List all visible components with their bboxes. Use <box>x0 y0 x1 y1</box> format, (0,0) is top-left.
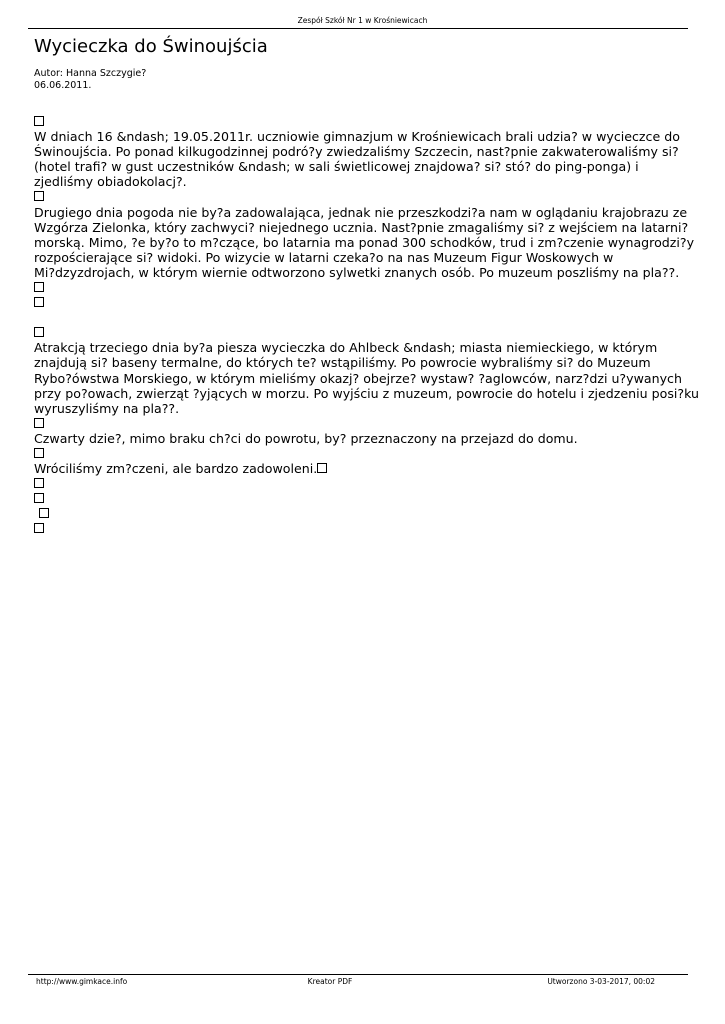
box-icon <box>34 116 44 126</box>
text-line: Drugiego dnia pogoda nie by?a zadowalająca, jednak nie przeszkodzi?a nam w oglądaniu krajobrazu ze <box>34 204 688 220</box>
spacer <box>34 310 684 325</box>
box-icon <box>34 327 44 337</box>
header-divider <box>28 28 688 29</box>
box-icon <box>34 191 44 201</box>
article-body <box>34 114 699 537</box>
text-line: Wróciliśmy zm?czeni, ale bardzo zadowoleni. <box>34 461 318 477</box>
author-line: Autor: Hanna Szczygie? <box>34 68 147 79</box>
date-line: 06.06.2011. <box>34 80 92 91</box>
paragraph-3 <box>34 340 699 416</box>
missing-glyph-box <box>34 295 684 310</box>
footer-generator: Kreator PDF <box>307 977 353 986</box>
paragraph-5 <box>34 461 684 476</box>
missing-glyph-box <box>34 416 684 431</box>
missing-glyph-box <box>34 521 684 536</box>
paragraph-2 <box>34 204 695 280</box>
footer-created-date: Utworzono 3-03-2017, 00:02 <box>547 977 655 986</box>
paragraph-4: Czwarty dzie?, mimo braku ch?ci do powrotu, by? przeznaczony na przejazd do domu. <box>34 430 578 446</box>
missing-glyph-box <box>34 114 684 129</box>
missing-glyph-box <box>34 280 684 295</box>
text-line: wyruszyliśmy na pla??. <box>34 400 180 416</box>
text-line: Wzgórza Zielonka, który zachwyci? niejednego ucznia. Nast?pnie zmagaliśmy si? z wejściem na latarni? <box>34 219 689 235</box>
text-line: przy po?owach, zwierząt ?yjących w morzu. Po wyjściu z muzeum, powrocie do hotelu i zjedzeniu posi?ku <box>34 385 699 401</box>
text-line: morską. Mimo, ?e by?o to m?czące, bo latarnia ma ponad 300 schodków, trud i zm?czenie wynagrodzi?y <box>34 234 695 250</box>
missing-glyph-box <box>34 446 684 461</box>
box-icon <box>34 418 44 428</box>
paragraph-1 <box>34 129 684 189</box>
missing-glyph-box <box>34 506 684 521</box>
box-icon <box>34 297 44 307</box>
box-icon <box>317 463 327 473</box>
text-line: Mi?dzyzdrojach, w którym wiernie odtworzono sylwetki znanych osób. Po muzeum poszliśmy na pla??. <box>34 264 680 280</box>
text-line: Świnoujścia. Po ponad kilkugodzinnej podró?y zwiedzaliśmy Szczecin, nast?pnie zakwaterowaliśmy si? <box>34 144 679 160</box>
text-line: (hotel trafi? w gust uczestników &ndash; w sali świetlicowej znajdowa? si? stó? do ping-ponga) i <box>34 159 639 175</box>
footer-divider <box>28 974 688 975</box>
missing-glyph-box <box>34 325 684 340</box>
document-title: Wycieczka do Świnoujścia <box>34 36 268 57</box>
page-header: Zespół Szkół Nr 1 w Krośniewicach <box>297 16 428 25</box>
box-icon <box>34 493 44 503</box>
missing-glyph-box <box>34 491 684 506</box>
box-icon <box>39 508 49 518</box>
box-icon <box>34 523 44 533</box>
box-icon <box>34 282 44 292</box>
box-icon <box>34 448 44 458</box>
missing-glyph-box <box>34 189 684 204</box>
text-line: Atrakcją trzeciego dnia by?a piesza wycieczka do Ahlbeck &ndash; miasta niemieckiego, w którym <box>34 340 658 356</box>
box-icon <box>34 478 44 488</box>
text-line: Rybo?ówstwa Morskiego, w którym mieliśmy okazj? obejrze? wystaw? ?aglowców, narz?dzi u?ywanych <box>34 370 682 386</box>
footer-website-link[interactable]: http://www.gimkace.info <box>36 977 128 986</box>
text-line: rozpościerające si? widoki. Po wizycie w latarni czeka?o na nas Muzeum Figur Woskowych w <box>34 249 614 265</box>
text-line: zjedliśmy obiadokolacj?. <box>34 174 187 190</box>
document-meta <box>34 68 146 92</box>
text-line: W dniach 16 &ndash; 19.05.2011r. uczniowie gimnazjum w Krośniewicach brali udzia? w wycieczce do <box>34 129 680 145</box>
missing-glyph-box <box>34 476 684 491</box>
text-line: znajdują si? baseny termalne, do których te? wstąpiliśmy. Po powrocie wybraliśmy si? do Muzeum <box>34 355 651 371</box>
